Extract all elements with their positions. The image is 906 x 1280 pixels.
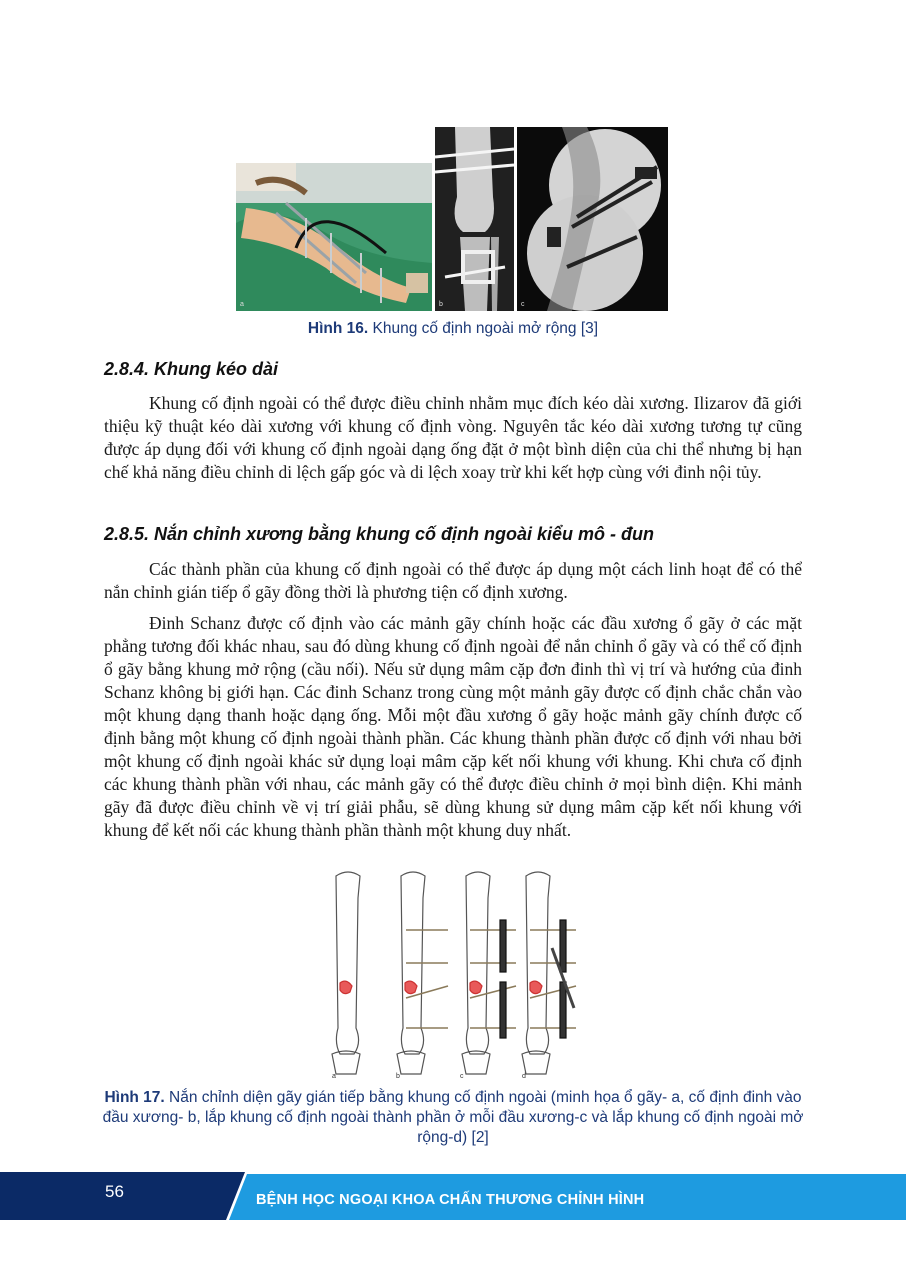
running-title: BỆNH HỌC NGOẠI KHOA CHẤN THƯƠNG CHỈNH HÌNH bbox=[256, 1192, 645, 1208]
figure-16-caption-text: Khung cố định ngoài mở rộng [3] bbox=[372, 320, 599, 337]
panel-label-d: d bbox=[522, 1073, 526, 1080]
section-2-8-5-heading: 2.8.5. Nắn chỉnh xương bằng khung cố định ngoài kiểu mô - đun bbox=[104, 524, 654, 544]
section-2-8-4-paragraph: Khung cố định ngoài có thể được điều chỉnh nhằm mục đích kéo dài xương. Ilizarov đã giới thiệu kỹ thuật kéo dài xương với khung cố định vòng. Nguyên tắc kéo dài xương tương tự cũng được áp dụng đối với khung cố định ngoài dạng ống đặt ở một bình diện của chi thể nhưng bị hạn chế khả năng điều chỉnh di lệch gấp góc và di lệch xoay trừ khi kết hợp cùng với đinh nội tủy. bbox=[104, 393, 802, 482]
figure-17a-bone-illustration bbox=[332, 872, 360, 1074]
section-2-8-4-heading: 2.8.4. Khung kéo dài bbox=[104, 359, 279, 379]
figure-16-caption-label: Hình 16. bbox=[307, 320, 369, 337]
figure-17d-bone-illustration bbox=[522, 872, 576, 1074]
panel-label-c: c bbox=[521, 301, 525, 308]
section-2-8-5-paragraph-2: Đinh Schanz được cố định vào các mảnh gãy chính hoặc các đầu xương ổ gãy ở các mặt phẳng tương đối khác nhau, sau đó dùng khung cố định ngoài để nắn chỉnh ổ gãy và có thể cố định ổ gãy bằng khung mở rộng (cầu nối). Nếu sử dụng mâm cặp đơn đinh thì vị trí và hướng của đinh Schanz không bị giới hạn. Các đinh Schanz trong cùng một mảnh gãy được cố định chắc chắn vào một khung dạng thanh hoặc dạng ống. Mỗi một đầu xương ổ gãy hoặc mảnh gãy chính được cố định bằng một khung cố định ngoài thành phần. Các khung thành phần được cố định với nhau bởi một khung cố định ngoài khác sử dụng loại mâm cặp kết nối khung với khung. Khi chưa cố định các khung thành phần với nhau, các mảnh gãy có thể được điều chỉnh ở mọi bình diện. Khi mảnh gãy đã được điều chỉnh về vị trí giải phẫu, sẽ dùng khung sử dụng mâm cặp kết nối khung với khung để kết nối các khung thành phần thành một khung duy nhất. bbox=[104, 613, 802, 840]
figure-17b-bone-illustration bbox=[397, 872, 448, 1074]
figure-17 bbox=[326, 868, 584, 1080]
panel-label-b: b bbox=[439, 301, 443, 308]
figure-16a-clinical-photo bbox=[236, 163, 432, 311]
figure-17c-bone-illustration bbox=[462, 872, 516, 1074]
page-number: 56 bbox=[105, 1182, 124, 1201]
panel-label-a: a bbox=[332, 1073, 336, 1080]
figure-16 bbox=[236, 127, 668, 311]
figure-17-caption-label: Hình 17. bbox=[104, 1089, 165, 1106]
panel-label-a: a bbox=[240, 301, 244, 308]
section-2-8-5-paragraph-1: Các thành phần của khung cố định ngoài có thể được áp dụng một cách linh hoạt để có thể nắn chỉnh gián tiếp ổ gãy đồng thời là phương tiện cố định xương. bbox=[104, 559, 802, 602]
panel-label-b: b bbox=[396, 1073, 400, 1080]
figure-17-caption bbox=[100, 1088, 806, 1148]
figure-16c-fluoroscopy bbox=[517, 127, 668, 311]
panel-label-c: c bbox=[460, 1073, 464, 1080]
figure-17-caption-text: Nắn chỉnh diện gãy gián tiếp bằng khung cố định ngoài (minh họa ổ gãy- a, cố định đinh vào đầu xương- b, lắp khung cố định ngoài thành phần ở mỗi đầu xương-c và lắp khung cố định ngoài mở rộng-d) [2] bbox=[102, 1089, 804, 1146]
figure-16-caption bbox=[100, 319, 806, 339]
figure-16b-xray bbox=[435, 127, 514, 311]
